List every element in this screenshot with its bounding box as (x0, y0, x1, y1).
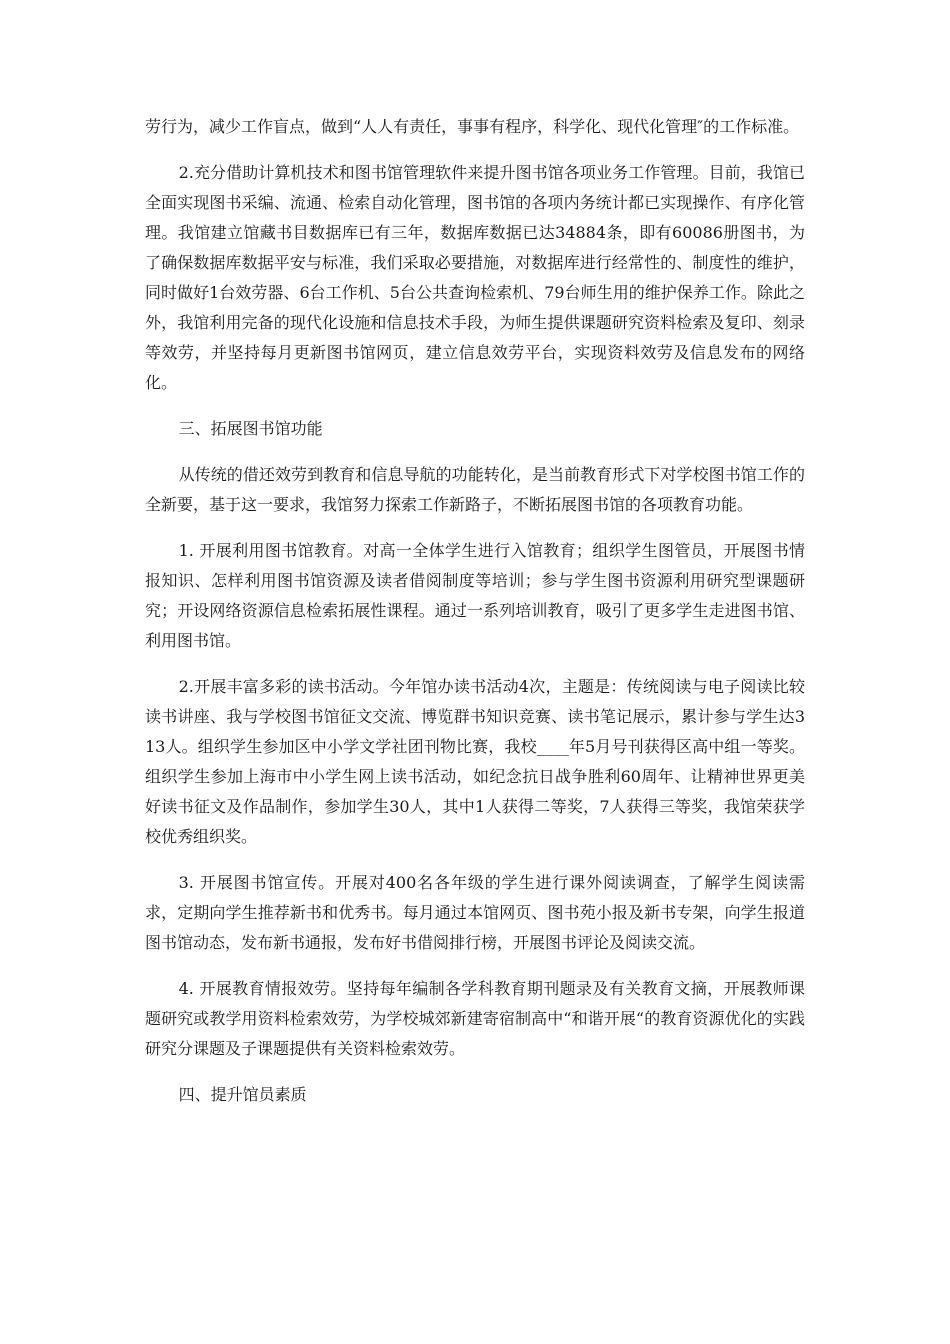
paragraph-reading-activities: 2.开展丰富多彩的读书活动。今年馆办读书活动4次，主题是：传统阅读与电子阅读比较读书讲座、我与学校图书馆征文交流、博览群书知识竞赛、读书笔记展示，累计参与学生达313人。组织学生参加区中小学文学社团刊物比赛，我校____年5月号刊获得区高中组一等奖。组织学生参加上海市中小学生网上读书活动，如纪念抗日战争胜利60周年、让精神世界更美好读书征文及作品制作，参加学生30人，其中1人获得二等奖，7人获得三等奖，我馆荣获学校优秀组织奖。 (145, 677, 805, 846)
section-heading-staff-quality: 四、提升馆员素质 (178, 1085, 307, 1104)
document-body (145, 112, 805, 1126)
paragraph-education-info-service: 4. 开展教育情报效劳。坚持每年编制各学科教育期刊题录及有关教育文摘，开展教师课题研究或教学用资料检索效劳，为学校城郊新建寄宿制高中“和谐开展“的教育资源优化的实践研究分课题及子课题提供有关资料检索效劳。 (145, 979, 805, 1058)
paragraph-function-transformation: 从传统的借还效劳到教育和信息导航的功能转化，是当前教育形式下对学校图书馆工作的全新要，基于这一要求，我馆努力探索工作新路子，不断拓展图书馆的各项教育功能。 (145, 465, 805, 514)
section-heading-expand-functions: 三、拓展图书馆功能 (178, 419, 323, 438)
paragraph-library-promotion: 3. 开展图书馆宣传。开展对400名各年级的学生进行课外阅读调查，了解学生阅读需求，定期向学生推荐新书和优秀书。每月通过本馆网页、图书苑小报及新书专架，向学生报道图书馆动态，发布新书通报，发布好书借阅排行榜，开展图书评论及阅读交流。 (145, 873, 805, 952)
paragraph-computer-management: 2.充分借助计算机技术和图书馆管理软件来提升图书馆各项业务工作管理。目前，我馆已全面实现图书采编、流通、检索自动化管理，图书馆的各项内务统计都已实现操作、有序化管理。我馆建立馆藏书目数据库已有三年，数据库数据已达34884条，即有60086册图书，为了确保数据库数据平安与标准，我们采取必要措施，对数据库进行经常性的、制度性的维护，同时做好1台效劳器、6台工作机、5台公共查询检索机、79台师生用的维护保养工作。除此之外，我馆利用完备的现代化设施和信息技术手段，为师生提供课题研究资料检索及复印、刻录等效劳，并坚持每月更新图书馆网页，建立信息效劳平台，实现资料效劳及信息发布的网络化。 (145, 163, 805, 392)
paragraph-library-education: 1. 开展利用图书馆教育。对高一全体学生进行入馆教育；组织学生图管员，开展图书情报知识、怎样利用图书馆资源及读者借阅制度等培训；参与学生图书资源利用研究型课题研究；开设网络资源信息检索拓展性课程。通过一系列培训教育，吸引了更多学生走进图书馆、利用图书馆。 (145, 541, 805, 650)
paragraph-continuation: 劳行为，减少工作盲点，做到“人人有责任，事事有程序，科学化、现代化管理″的工作标准。 (145, 117, 800, 136)
